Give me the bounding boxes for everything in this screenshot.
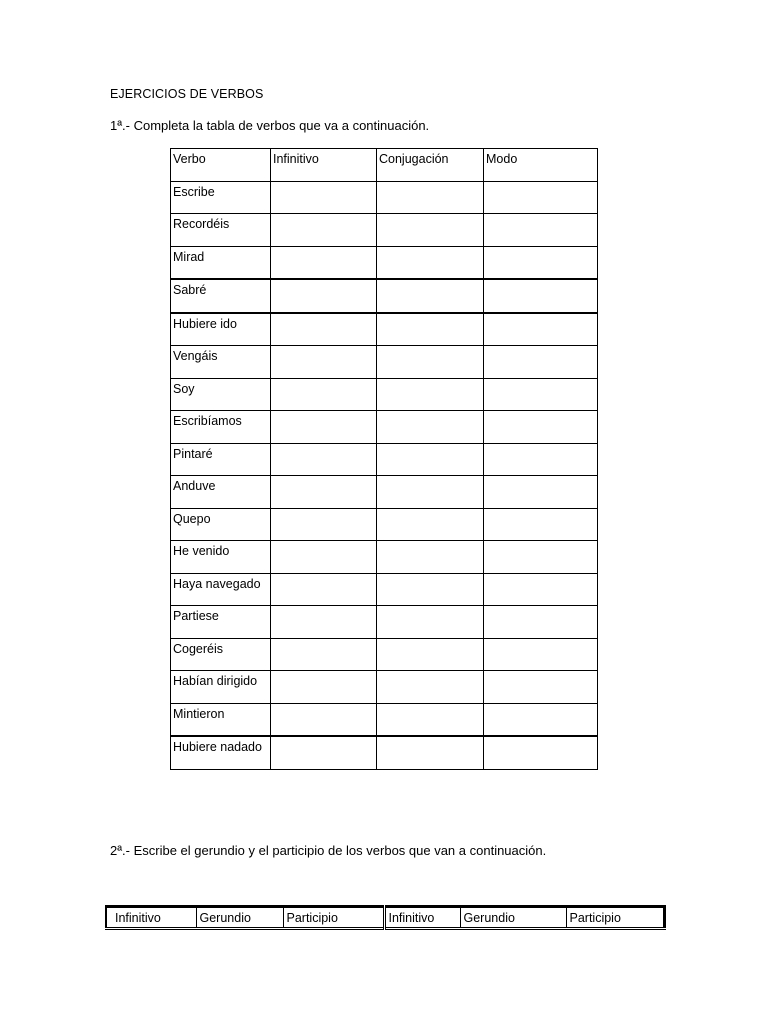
gerund-table-header-row bbox=[106, 907, 664, 929]
verb-table-row bbox=[171, 346, 598, 379]
verb-cell: Sabré bbox=[171, 279, 271, 313]
verb-cell: Mintieron bbox=[171, 703, 271, 736]
header-modo: Modo bbox=[484, 149, 598, 182]
infinitivo-cell[interactable] bbox=[271, 246, 377, 279]
conjugacion-cell[interactable] bbox=[377, 181, 484, 214]
modo-cell[interactable] bbox=[484, 313, 598, 346]
modo-cell[interactable] bbox=[484, 378, 598, 411]
conjugacion-cell[interactable] bbox=[377, 246, 484, 279]
conjugacion-cell[interactable] bbox=[377, 508, 484, 541]
verb-cell: Habían dirigido bbox=[171, 671, 271, 704]
modo-cell[interactable] bbox=[484, 346, 598, 379]
verb-table-row bbox=[171, 606, 598, 639]
document-title: EJERCICIOS DE VERBOS bbox=[110, 87, 264, 101]
conjugacion-cell[interactable] bbox=[377, 346, 484, 379]
infinitivo-cell[interactable] bbox=[271, 508, 377, 541]
verb-cell: Haya navegado bbox=[171, 573, 271, 606]
infinitivo-cell[interactable] bbox=[271, 541, 377, 574]
header-infinitivo-1: Infinitivo bbox=[106, 907, 196, 929]
modo-cell[interactable] bbox=[484, 476, 598, 509]
verb-cell: Hubiere ido bbox=[171, 313, 271, 346]
verb-table bbox=[170, 148, 598, 770]
verb-cell: He venido bbox=[171, 541, 271, 574]
conjugacion-cell[interactable] bbox=[377, 541, 484, 574]
verb-table-row bbox=[171, 214, 598, 247]
modo-cell[interactable] bbox=[484, 606, 598, 639]
infinitivo-cell[interactable] bbox=[271, 378, 377, 411]
modo-cell[interactable] bbox=[484, 214, 598, 247]
verb-cell: Recordéis bbox=[171, 214, 271, 247]
verb-table-row bbox=[171, 279, 598, 313]
verb-table-row bbox=[171, 443, 598, 476]
infinitivo-cell[interactable] bbox=[271, 476, 377, 509]
header-participio-2: Participio bbox=[566, 907, 664, 929]
conjugacion-cell[interactable] bbox=[377, 378, 484, 411]
verb-table-row bbox=[171, 638, 598, 671]
infinitivo-cell[interactable] bbox=[271, 443, 377, 476]
infinitivo-cell[interactable] bbox=[271, 573, 377, 606]
header-verbo: Verbo bbox=[171, 149, 271, 182]
modo-cell[interactable] bbox=[484, 736, 598, 769]
infinitivo-cell[interactable] bbox=[271, 313, 377, 346]
infinitivo-cell[interactable] bbox=[271, 411, 377, 444]
modo-cell[interactable] bbox=[484, 411, 598, 444]
header-conjugacion: Conjugación bbox=[377, 149, 484, 182]
conjugacion-cell[interactable] bbox=[377, 443, 484, 476]
verb-cell: Anduve bbox=[171, 476, 271, 509]
exercise1-instruction: 1ª.- Completa la tabla de verbos que va a continuación. bbox=[110, 118, 430, 133]
verb-table-header-row bbox=[171, 149, 598, 182]
exercise2-instruction: 2ª.- Escribe el gerundio y el participio de los verbos que van a continuación. bbox=[110, 843, 547, 858]
verb-table-row bbox=[171, 573, 598, 606]
modo-cell[interactable] bbox=[484, 671, 598, 704]
header-infinitivo: Infinitivo bbox=[271, 149, 377, 182]
verb-table-row bbox=[171, 246, 598, 279]
conjugacion-cell[interactable] bbox=[377, 313, 484, 346]
modo-cell[interactable] bbox=[484, 541, 598, 574]
infinitivo-cell[interactable] bbox=[271, 214, 377, 247]
modo-cell[interactable] bbox=[484, 573, 598, 606]
conjugacion-cell[interactable] bbox=[377, 638, 484, 671]
verb-cell: Escribe bbox=[171, 181, 271, 214]
conjugacion-cell[interactable] bbox=[377, 671, 484, 704]
infinitivo-cell[interactable] bbox=[271, 181, 377, 214]
verb-cell: Vengáis bbox=[171, 346, 271, 379]
modo-cell[interactable] bbox=[484, 279, 598, 313]
infinitivo-cell[interactable] bbox=[271, 671, 377, 704]
infinitivo-cell[interactable] bbox=[271, 346, 377, 379]
verb-table-row bbox=[171, 671, 598, 704]
infinitivo-cell[interactable] bbox=[271, 279, 377, 313]
header-gerundio-1: Gerundio bbox=[196, 907, 283, 929]
verb-table-row bbox=[171, 703, 598, 736]
conjugacion-cell[interactable] bbox=[377, 411, 484, 444]
verb-cell: Pintaré bbox=[171, 443, 271, 476]
infinitivo-cell[interactable] bbox=[271, 606, 377, 639]
modo-cell[interactable] bbox=[484, 443, 598, 476]
conjugacion-cell[interactable] bbox=[377, 703, 484, 736]
modo-cell[interactable] bbox=[484, 703, 598, 736]
conjugacion-cell[interactable] bbox=[377, 606, 484, 639]
conjugacion-cell[interactable] bbox=[377, 736, 484, 769]
verb-cell: Soy bbox=[171, 378, 271, 411]
verb-table-row bbox=[171, 736, 598, 769]
infinitivo-cell[interactable] bbox=[271, 703, 377, 736]
conjugacion-cell[interactable] bbox=[377, 476, 484, 509]
verb-table-row bbox=[171, 411, 598, 444]
verb-cell: Mirad bbox=[171, 246, 271, 279]
conjugacion-cell[interactable] bbox=[377, 279, 484, 313]
verb-cell: Quepo bbox=[171, 508, 271, 541]
conjugacion-cell[interactable] bbox=[377, 214, 484, 247]
header-infinitivo-2: Infinitivo bbox=[384, 907, 460, 929]
infinitivo-cell[interactable] bbox=[271, 736, 377, 769]
verb-table-row bbox=[171, 541, 598, 574]
verb-table-row bbox=[171, 508, 598, 541]
verb-table-row bbox=[171, 181, 598, 214]
modo-cell[interactable] bbox=[484, 246, 598, 279]
modo-cell[interactable] bbox=[484, 508, 598, 541]
gerund-participle-table bbox=[105, 905, 666, 930]
conjugacion-cell[interactable] bbox=[377, 573, 484, 606]
verb-table-row bbox=[171, 313, 598, 346]
verb-cell: Partiese bbox=[171, 606, 271, 639]
verb-cell: Escribíamos bbox=[171, 411, 271, 444]
verb-cell: Cogeréis bbox=[171, 638, 271, 671]
modo-cell[interactable] bbox=[484, 181, 598, 214]
modo-cell[interactable] bbox=[484, 638, 598, 671]
header-gerundio-2: Gerundio bbox=[460, 907, 566, 929]
verb-table-row bbox=[171, 378, 598, 411]
verb-cell: Hubiere nadado bbox=[171, 736, 271, 769]
verb-table-row bbox=[171, 476, 598, 509]
infinitivo-cell[interactable] bbox=[271, 638, 377, 671]
header-participio-1: Participio bbox=[283, 907, 384, 929]
